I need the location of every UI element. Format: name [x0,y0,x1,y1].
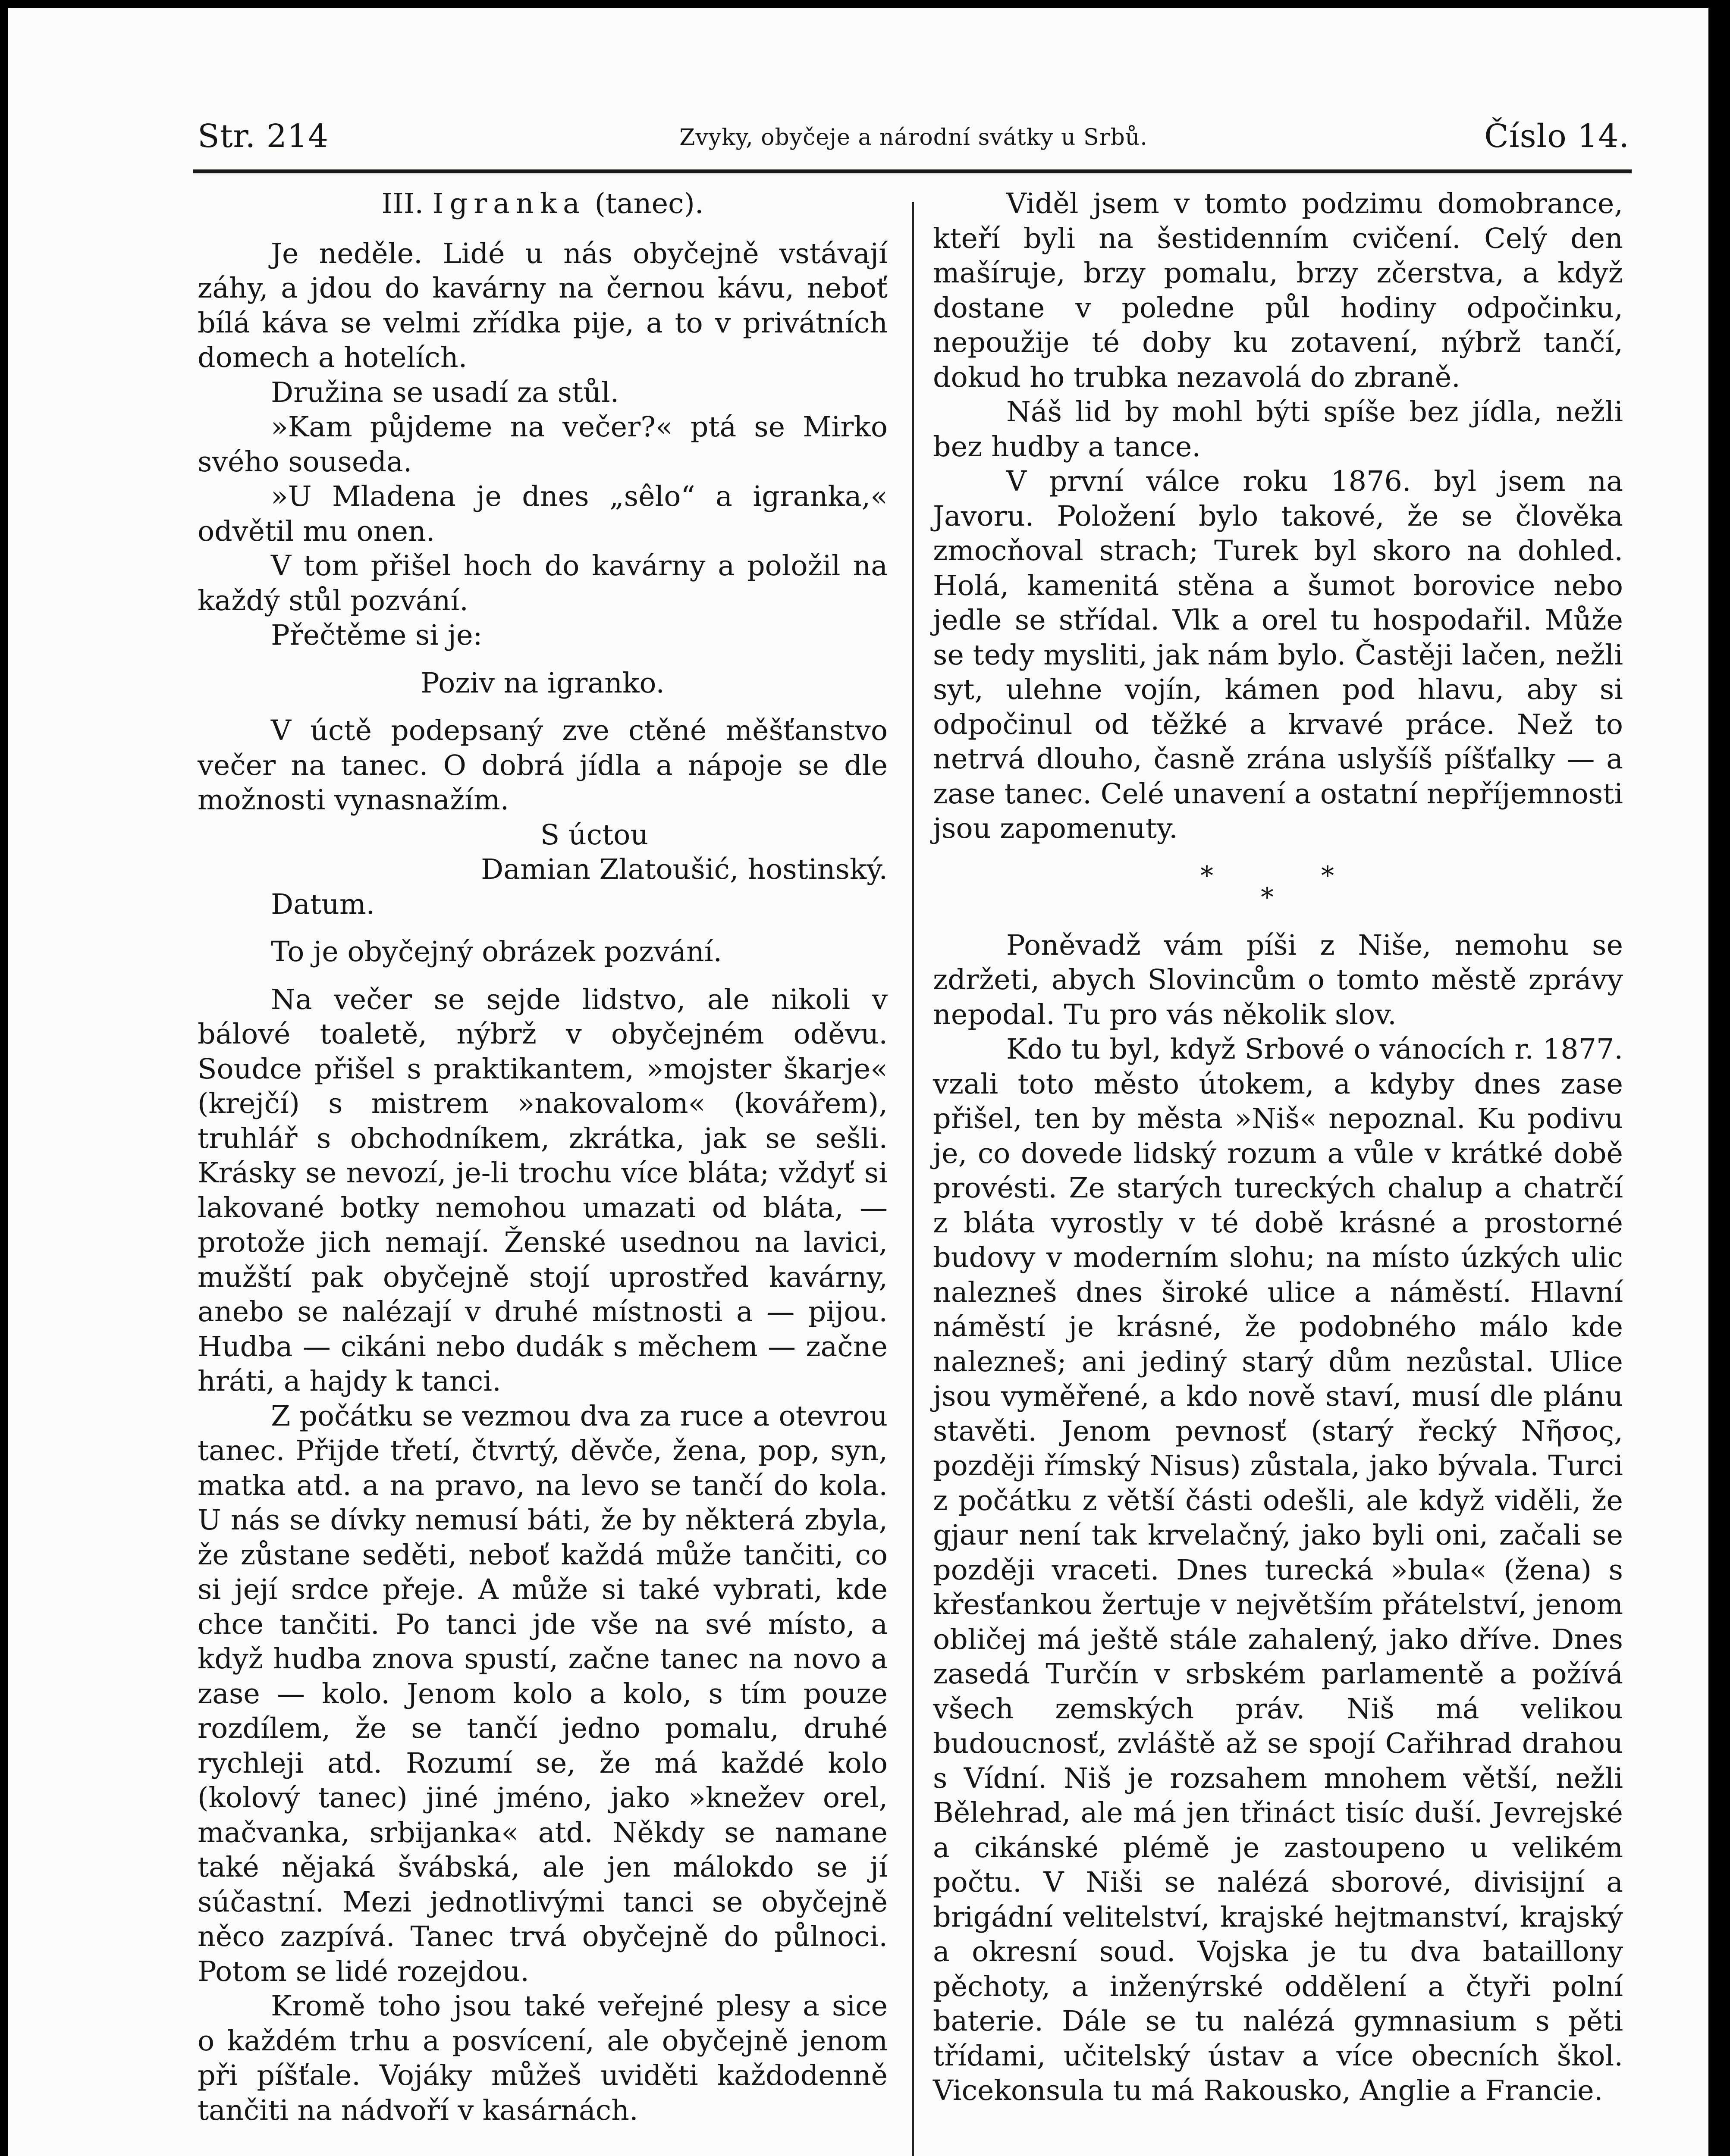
section-separator [933,860,1623,919]
paragraph: Kdo tu byl, když Srbové o vánocích r. 1877. vzali toto město útokem, a kdyby dnes zase přišel, ten by města »Niš« nepoznal. Ku podivu je, co dovede lidský rozum a vůle v krátké době provésti. Ze starých tureckých chalup a chatrčí z bláta vyrostly v té době krásné a prostorné budovy v moderním slohu; na místo úzkých ulic nalezneš dnes široké ulice a náměstí. Hlavní náměstí je krásné, že podobného málo kde nalezneš; ani jediný starý dům nezůstal. Ulice jsou vyměřené, a kdo nově staví, musí dle plánu stavěti. Jenom pevnosť (starý řecký Νῆσος, později římský Nisus) zůstala, jako bývala. Turci z počátku z větší části odešli, ale když viděli, že gjaur není tak krvelačný, jako byli oni, začali se později vraceti. Dnes turecká »bula« (žena) s křesťankou žertuje v největším přátelství, jenom obličej má ještě stále zahalený, jako dříve. Dnes zasedá Turčín v srbském parlamentě a požívá všech zemských práv. Niš má velikou budoucnosť, zvláště až se spojí Cařihrad drahou s Vídní. Niš je rozsahem mnohem větší, nežli Bělehrad, ale má jen třináct tisíc duší. Jevrejské a cikánské plémě je zastoupeno u velikém počtu. V Niši se nalézá sborové, divisijní a brigádní velitelství, krajské hejtmanství, krajský a okresní soud. Vojska je tu dva bataillony pěchoty, a inženýrské oddělení a čtyři polní baterie. Dále se tu nalézá gymnasium s pěti třídami, učitelský ústav a více obecních škol. Vicekonsula tu má Rakousko, Anglie a Francie. [933,1033,1623,2107]
column-divider [912,202,914,2156]
separator-star: * [1261,882,1274,912]
right-column [933,187,1623,2109]
paragraph: »U Mladena je dnes „sêlo“ a igranka,« odvětil mu onen. [198,480,888,548]
section-title-suffix: (tanec). [594,188,704,220]
running-title: Zvyky, obyčeje a národní svátky u Srbů. [679,125,1148,150]
separator-star: * [1200,860,1213,891]
header-rule [193,169,1632,173]
paragraph: Viděl jsem v tomto podzimu domobrance, kteří byli na šestidenním cvičení. Celý den mašíruje, brzy pomalu, brzy zčerstva, a když dostane v poledne půl hodiny odpočinku, nepoužije té doby ku zotavení, nýbrž tančí, dokud ho trubka nezavolá do zbraně. [933,188,1623,394]
paragraph: V první válce roku 1876. byl jsem na Javoru. Položení bylo takové, že se člověka zmocňoval strach; Turek byl skoro na dohled. Holá, kamenitá stěna a šumot borovice nebo jedle se střídal. Vlk a orel tu hospodařil. Může se tedy mysliti, jak nám bylo. Častěji lačen, nežli syt, ulehne vojín, kámen pod hlavu, aby si odpočinul od těžké a krvavé práce. Než to netrvá dlouho, časně zrána uslyšíš píšťalky — a zase tanec. Celé unavení a ostatní nepříjemnosti jsou zapomenuty. [933,465,1623,845]
page [8,8,1708,2156]
issue-number: Číslo 14. [1484,118,1630,155]
paragraph: Náš lid by mohl býti spíše bez jídla, nežli bez hudby a tance. [933,396,1623,463]
paragraph: Kromě toho jsou také veřejné plesy a sice o každém trhu a posvícení, ale obyčejně jenom při píšťale. Vojáky můžeš uviděti každodenně tančiti na nádvoří v kasárnách. [198,1990,888,2127]
paragraph: Družina se usadí za stůl. [271,376,619,409]
invitation-text: V úctě podepsaný zve ctěné měšťanstvo večer na tanec. O dobrá jídla a nápoje se dle možnosti vynasnažím. [198,714,888,816]
page-header [198,118,1630,169]
paragraph: V tom přišel hoch do kavárny a položil na každý stůl pozvání. [198,550,888,617]
signature: Damian Zlatoušić, hostinský. [481,853,888,886]
paragraph: »Kam půjdeme na večer?« ptá se Mirko svého souseda. [198,411,888,478]
page-number: Str. 214 [198,118,329,155]
invitation-title: Poziv na igranko. [420,667,665,699]
section-numeral: III. [381,188,424,220]
separator-star: * [1321,860,1334,891]
salutation: S úctou [540,818,649,851]
datum: Datum. [271,888,375,921]
left-column [198,187,888,2128]
paragraph: Z počátku se vezmou dva za ruce a otevrou tanec. Přijde třetí, čtvrtý, děvče, žena, pop, syn, matka atd. a na pravo, na levo se tančí do kola. U nás se dívky nemusí báti, že by některá zbyla, že zůstane seděti, neboť každá může tančiti, co si její srdce přeje. A může si také vybrati, kde chce tančiti. Po tanci jde vše na své místo, a když hudba znova spustí, začne tanec na novo a zase — kolo. Jenom kolo a kolo, s tím pouze rozdílem, že se tančí jedno pomalu, druhé rychleji atd. Rozumí se, že má každé kolo (kolový tanec) jiné jméno, jako »knežev orel, mačvanka, srbijanka« atd. Někdy se namane také nějaká švábská, ale jen málokdo se jí súčastní. Mezi jednotlivými tanci se obyčejně něco zazpívá. Tanec trvá obyčejně do půlnoci. Potom se lidé rozejdou. [198,1400,888,1988]
paragraph: Přečtěme si je: [271,619,483,652]
section-title-word: Igranka [432,188,586,220]
paragraph: Na večer se sejde lidstvo, ale nikoli v bálové toaletě, nýbrž v obyčejném oděvu. Soudce přišel s praktikantem, »mojster škarje« (krejčí) s mistrem »nakovalom« (kovářem), truhlář s obchodníkem, zkrátka, jak se sešli. Krásky se nevozí, je-li trochu více bláta; vždyť si lakované botky nemohou umazati od bláta, — protože jich nemají. Ženské usednou na lavici, mužští pak obyčejně stojí uprostřed kavárny, anebo se nalézají v druhé místnosti a — pijou. Hudba — cikáni nebo dudák s měchem — začne hráti, a hajdy k tanci. [198,983,888,1398]
paragraph: To je obyčejný obrázek pozvání. [271,936,722,968]
section-title [198,187,888,222]
paragraph: Poněvadž vám píši z Niše, nemohu se zdržeti, abych Slovincům o tomto městě zprávy nepodal. Tu pro vás několik slov. [933,929,1623,1031]
paragraph: Je neděle. Lidé u nás obyčejně vstávají záhy, a jdou do kavárny na černou kávu, neboť bílá káva se velmi zřídka pije, a to v privátních domech a hotelích. [198,237,888,374]
